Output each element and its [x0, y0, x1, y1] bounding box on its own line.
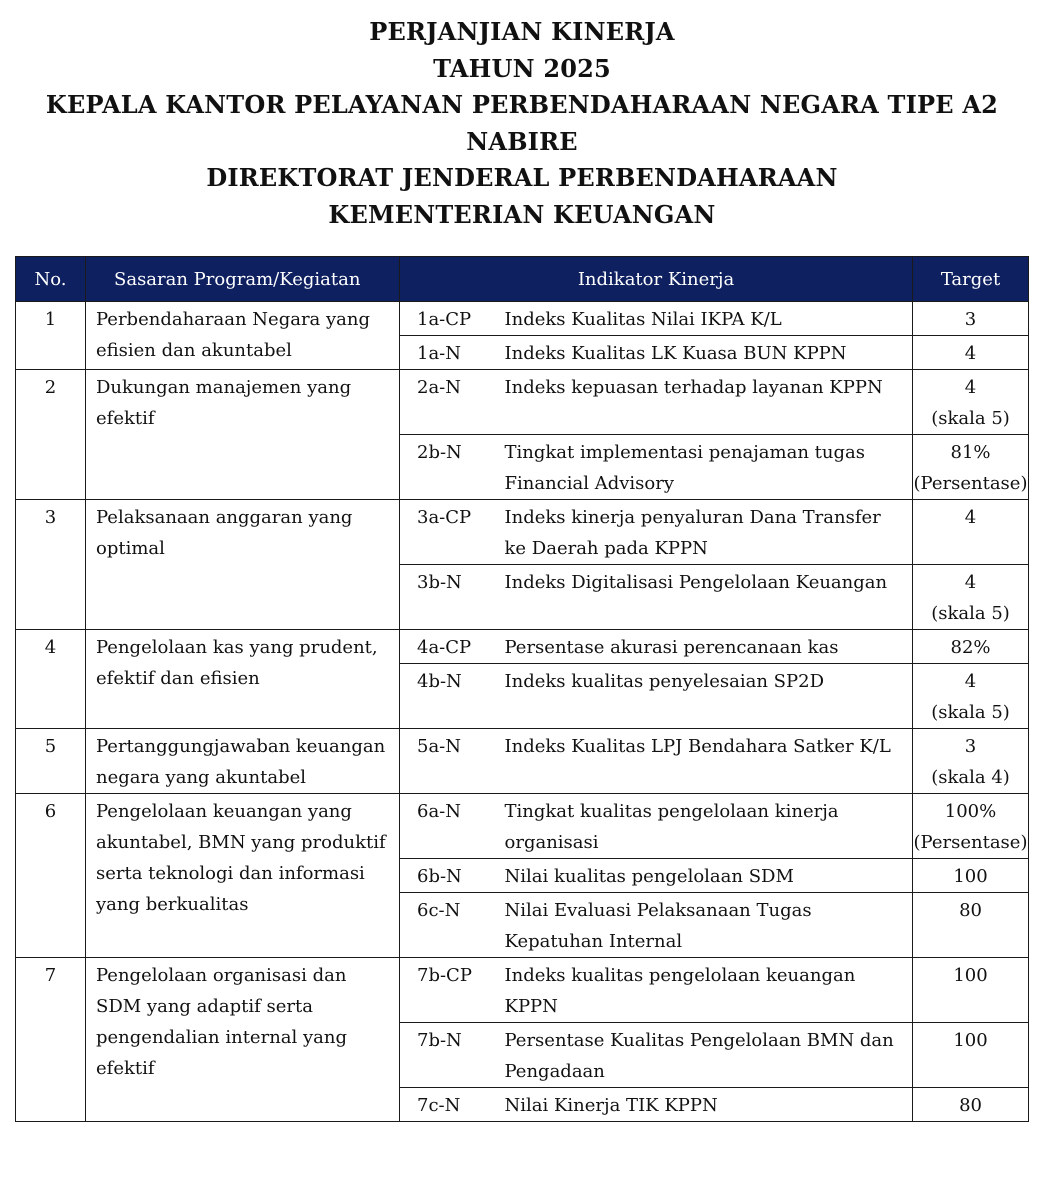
- document-title: [0, 14, 1044, 233]
- target-cell: [913, 302, 1029, 336]
- indicator-code: 3b-N: [400, 565, 489, 630]
- target-value: 4: [964, 377, 977, 398]
- sasaran-cell: Pelaksanaan anggaran yang optimal: [86, 500, 400, 630]
- indicator-code: 7b-CP: [400, 958, 489, 1023]
- target-value: 81%: [950, 442, 991, 463]
- target-note: (skala 5): [931, 603, 1010, 624]
- indicator-code: 6b-N: [400, 859, 489, 893]
- target-cell: [913, 1088, 1029, 1122]
- indicator-code: 2b-N: [400, 435, 489, 500]
- row-number: 1: [16, 302, 86, 370]
- table-row: [16, 630, 1029, 664]
- target-cell: [913, 893, 1029, 958]
- header-no: No.: [16, 257, 86, 302]
- indicator-code: 6c-N: [400, 893, 489, 958]
- indicator-text: Tingkat implementasi penajaman tugas Financial Advisory: [489, 435, 913, 500]
- target-value: 100%: [944, 801, 997, 822]
- target-value: 4: [964, 507, 977, 528]
- indicator-text: Indeks kepuasan terhadap layanan KPPN: [489, 370, 913, 435]
- target-cell: [913, 859, 1029, 893]
- header-sasaran: Sasaran Program/Kegiatan: [86, 257, 400, 302]
- row-number: 2: [16, 370, 86, 500]
- indicator-text: Persentase Kualitas Pengelolaan BMN dan Pengadaan: [489, 1023, 913, 1088]
- indicator-code: 1a-N: [400, 336, 489, 370]
- target-value: 100: [953, 866, 988, 887]
- indicator-text: Indeks Digitalisasi Pengelolaan Keuangan: [489, 565, 913, 630]
- indicator-text: Indeks Kualitas Nilai IKPA K/L: [489, 302, 913, 336]
- indicator-code: 5a-N: [400, 729, 489, 794]
- row-number: 6: [16, 794, 86, 958]
- target-cell: [913, 794, 1029, 859]
- sasaran-cell: Perbendaharaan Negara yang efisien dan akuntabel: [86, 302, 400, 370]
- target-cell: [913, 958, 1029, 1023]
- target-value: 100: [953, 965, 988, 986]
- indicator-code: 2a-N: [400, 370, 489, 435]
- indicator-code: 4b-N: [400, 664, 489, 729]
- indicator-code: 7b-N: [400, 1023, 489, 1088]
- indicator-text: Nilai kualitas pengelolaan SDM: [489, 859, 913, 893]
- row-number: 3: [16, 500, 86, 630]
- target-value: 4: [964, 572, 977, 593]
- target-value: 82%: [950, 637, 991, 658]
- target-value: 3: [964, 309, 977, 330]
- target-cell: [913, 729, 1029, 794]
- target-cell: [913, 630, 1029, 664]
- table-row: [16, 500, 1029, 565]
- table-row: [16, 302, 1029, 336]
- target-cell: [913, 435, 1029, 500]
- indicator-text: Indeks Kualitas LK Kuasa BUN KPPN: [489, 336, 913, 370]
- indicator-text: Indeks kualitas pengelolaan keuangan KPPN: [489, 958, 913, 1023]
- target-value: 80: [959, 1095, 982, 1116]
- title-line-5: DIREKTORAT JENDERAL PERBENDAHARAAN: [206, 163, 838, 192]
- indicator-text: Nilai Kinerja TIK KPPN: [489, 1088, 913, 1122]
- title-line-3: KEPALA KANTOR PELAYANAN PERBENDAHARAAN NEGARA TIPE A2: [45, 90, 999, 119]
- target-value: 100: [953, 1030, 988, 1051]
- target-value: 4: [964, 343, 977, 364]
- row-number: 5: [16, 729, 86, 794]
- indicator-code: 1a-CP: [400, 302, 489, 336]
- table-row: [16, 370, 1029, 435]
- indicator-text: Indeks kualitas penyelesaian SP2D: [489, 664, 913, 729]
- target-cell: [913, 336, 1029, 370]
- target-cell: [913, 1023, 1029, 1088]
- target-cell: [913, 664, 1029, 729]
- table-row: [16, 958, 1029, 1023]
- table-row: [16, 794, 1029, 859]
- sasaran-cell: Dukungan manajemen yang efektif: [86, 370, 400, 500]
- target-value: 4: [964, 671, 977, 692]
- indicator-text: Indeks Kualitas LPJ Bendahara Satker K/L: [489, 729, 913, 794]
- title-line-6: KEMENTERIAN KEUANGAN: [328, 199, 716, 229]
- row-number: 4: [16, 630, 86, 729]
- sasaran-cell: Pertanggungjawaban keuangan negara yang akuntabel: [86, 729, 400, 794]
- indicator-code: 7c-N: [400, 1088, 489, 1122]
- target-note: (skala 5): [931, 408, 1010, 429]
- indicator-code: 4a-CP: [400, 630, 489, 664]
- sasaran-cell: Pengelolaan kas yang prudent, efektif dan efisien: [86, 630, 400, 729]
- target-note: (Persentase): [913, 832, 1028, 853]
- indicator-code: 3a-CP: [400, 500, 489, 565]
- title-line-1: PERJANJIAN KINERJA: [369, 17, 675, 46]
- target-note: (skala 4): [931, 767, 1010, 788]
- target-note: (skala 5): [931, 702, 1010, 723]
- title-line-2: TAHUN 2025: [433, 53, 611, 83]
- indicator-text: Nilai Evaluasi Pelaksanaan Tugas Kepatuhan Internal: [489, 893, 913, 958]
- sasaran-cell: Pengelolaan organisasi dan SDM yang adaptif serta pengendalian internal yang efektif: [86, 958, 400, 1122]
- target-note: (Persentase): [913, 473, 1028, 494]
- header-indikator: Indikator Kinerja: [400, 257, 913, 302]
- row-number: 7: [16, 958, 86, 1122]
- sasaran-cell: Pengelolaan keuangan yang akuntabel, BMN yang produktif serta teknologi dan informasi yang berkualitas: [86, 794, 400, 958]
- header-target: Target: [913, 257, 1029, 302]
- title-line-4: NABIRE: [466, 126, 578, 156]
- table-body: [16, 302, 1029, 1122]
- indicator-code: 6a-N: [400, 794, 489, 859]
- target-cell: [913, 370, 1029, 435]
- target-value: 3: [964, 736, 977, 757]
- table-header: [16, 257, 1029, 302]
- table-row: [16, 729, 1029, 794]
- performance-table: [15, 256, 1029, 1122]
- indicator-text: Tingkat kualitas pengelolaan kinerja organisasi: [489, 794, 913, 859]
- indicator-text: Persentase akurasi perencanaan kas: [489, 630, 913, 664]
- target-cell: [913, 500, 1029, 565]
- indicator-text: Indeks kinerja penyaluran Dana Transfer ke Daerah pada KPPN: [489, 500, 913, 565]
- target-cell: [913, 565, 1029, 630]
- target-value: 80: [959, 900, 982, 921]
